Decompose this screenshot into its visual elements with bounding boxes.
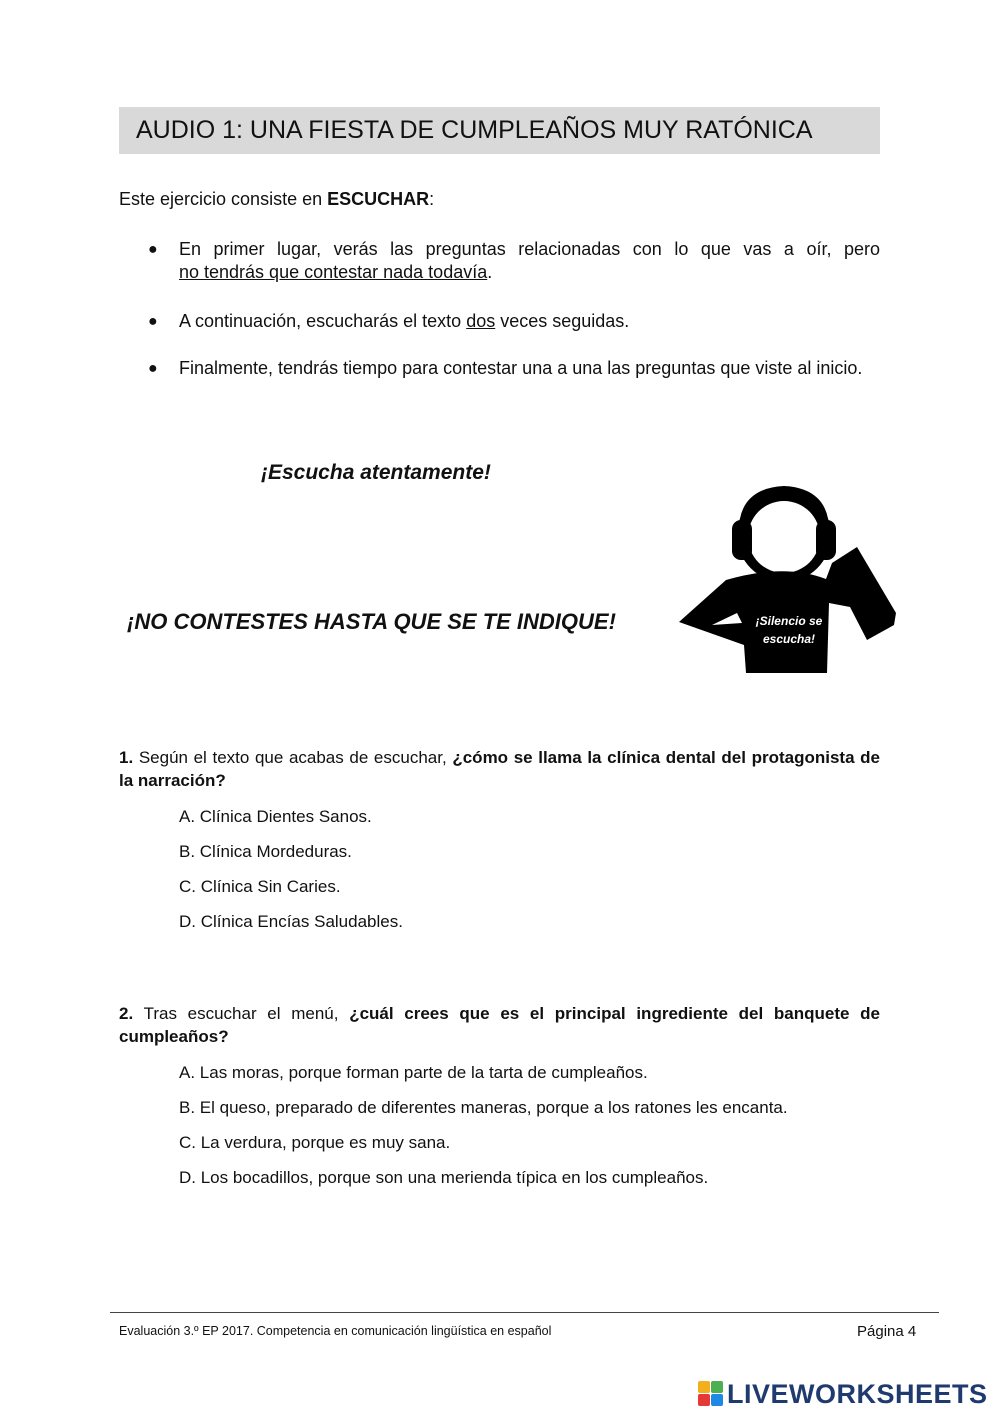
bullet-text	[179, 310, 880, 333]
option-2b[interactable]: B. El queso, preparado de diferentes maneras, porque a los ratones les encanta.	[179, 1098, 788, 1117]
wait-slogan: ¡NO CONTESTES HASTA QUE SE TE INDIQUE!	[127, 609, 616, 634]
shirt-text-line1: ¡Silencio se	[755, 614, 823, 628]
bullet-text	[179, 238, 880, 284]
question-number: 1.	[119, 748, 134, 767]
bullet-2-after: veces seguidas.	[495, 311, 630, 331]
bullet-2-underline: dos	[466, 311, 496, 331]
intro-text	[119, 189, 434, 210]
headphones-person-icon	[674, 475, 904, 685]
bullet-dot: ●	[148, 360, 158, 377]
option-2a[interactable]: A. Las moras, porque forman parte de la tarta de cumpleaños.	[179, 1063, 648, 1082]
intro-prefix: Este ejercicio consiste en	[119, 189, 328, 209]
page-title: AUDIO 1: UNA FIESTA DE CUMPLEAÑOS MUY RATÓNICA	[119, 107, 880, 154]
option-2d[interactable]: D. Los bocadillos, porque son una merienda típica en los cumpleaños.	[179, 1168, 709, 1187]
bullet-1-underline: no tendrás que contestar nada todavía	[179, 262, 488, 282]
bullet-dot: ●	[148, 313, 158, 330]
option-1d[interactable]: D. Clínica Encías Saludables.	[179, 912, 403, 931]
intro-bold: ESCUCHAR	[327, 189, 430, 209]
page-number: Página 4	[857, 1323, 917, 1340]
liveworksheets-logo[interactable]	[698, 1378, 988, 1410]
question-intro: Tras escuchar el menú,	[133, 1004, 350, 1023]
question-intro: Según el texto que acabas de escuchar,	[133, 748, 453, 767]
intro-suffix: :	[429, 189, 435, 209]
question-2	[119, 1002, 880, 1048]
option-1b[interactable]: B. Clínica Mordeduras.	[179, 842, 352, 861]
question-number: 2.	[119, 1004, 134, 1023]
option-1c[interactable]: C. Clínica Sin Caries.	[179, 877, 341, 896]
listen-slogan: ¡Escucha atentamente!	[261, 461, 491, 484]
question-bold: ¿cómo se llama la clínica dental del protagonista de la narración?	[119, 748, 880, 790]
bullet-1-end: .	[487, 262, 493, 282]
question-bold: ¿cuál crees que es el principal ingrediente del banquete de cumpleaños?	[119, 1004, 881, 1046]
bullet-dot: ●	[148, 241, 158, 258]
liveworksheets-icon	[698, 1381, 724, 1407]
bullet-1-line1: En primer lugar, verás las preguntas relacionadas con lo que vas a oír, pero	[179, 239, 880, 259]
shirt-text-line2: escucha!	[762, 632, 816, 646]
footer-left-text: Evaluación 3.º EP 2017. Competencia en comunicación lingüística en español	[119, 1324, 552, 1338]
bullet-3-text: Finalmente, tendrás tiempo para contestar una a una las preguntas que viste al inicio.	[179, 358, 863, 378]
question-1	[119, 746, 880, 792]
bullet-2-before: A continuación, escucharás el texto	[179, 311, 467, 331]
liveworksheets-text: LIVEWORKSHEETS	[727, 1378, 988, 1409]
option-2c[interactable]: C. La verdura, porque es muy sana.	[179, 1133, 451, 1152]
footer-divider	[110, 1312, 939, 1313]
option-1a[interactable]: A. Clínica Dientes Sanos.	[179, 807, 372, 826]
